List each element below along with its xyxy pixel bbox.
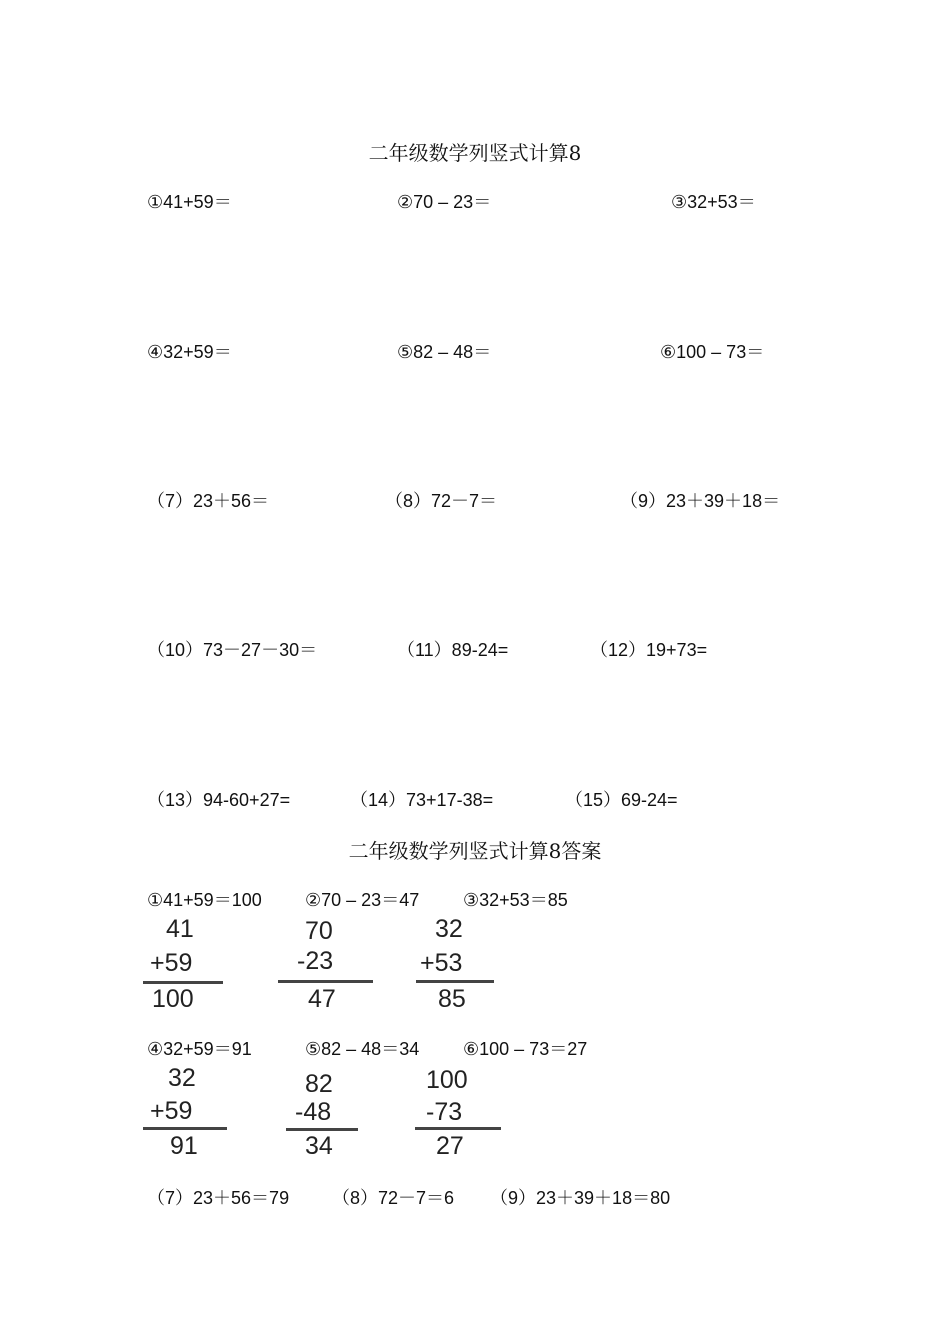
working-top: 32	[168, 1064, 196, 1092]
working-operand: -23	[297, 947, 334, 975]
problem-3: ③32+53＝	[671, 192, 756, 212]
problem-14: （14）73+17-38=	[350, 790, 494, 810]
problem-13: （13）94-60+27=	[147, 790, 291, 810]
problem-12: （12）19+73=	[590, 640, 708, 660]
answer-1: ①41+59＝100	[147, 890, 262, 910]
working-divider	[143, 1127, 227, 1130]
working-divider	[415, 1127, 501, 1130]
working-result: 91	[170, 1132, 198, 1160]
problem-2: ②70 – 23＝	[397, 192, 492, 212]
problem-1: ①41+59＝	[147, 192, 232, 212]
working-result: 100	[152, 985, 194, 1013]
working-operand: +59	[150, 1097, 193, 1125]
working-5	[285, 1064, 365, 1164]
working-4	[140, 1064, 230, 1164]
working-top: 82	[305, 1070, 333, 1098]
problem-11: （11）89-24=	[397, 640, 509, 660]
answer-4: ④32+59＝91	[147, 1039, 252, 1059]
working-divider	[416, 980, 494, 983]
worksheet-title: 二年级数学列竖式计算8	[368, 141, 582, 165]
answer-title: 二年级数学列竖式计算8答案	[348, 839, 602, 863]
working-2	[275, 915, 375, 1015]
working-operand: +53	[420, 949, 463, 977]
answer-8: （8）72－7＝6	[332, 1188, 455, 1208]
working-result: 47	[308, 985, 336, 1013]
problem-10: （10）73－27－30＝	[147, 640, 318, 660]
working-operand: -73	[426, 1098, 463, 1126]
working-divider	[286, 1128, 358, 1131]
problem-7: （7）23＋56＝	[147, 491, 270, 511]
working-result: 85	[438, 985, 466, 1013]
problem-5: ⑤82 – 48＝	[397, 342, 492, 362]
working-3	[413, 915, 503, 1015]
working-result: 27	[436, 1132, 464, 1160]
answer-6: ⑥100 – 73＝27	[463, 1039, 588, 1059]
problem-6: ⑥100 – 73＝	[660, 342, 765, 362]
answer-2: ②70 – 23＝47	[305, 890, 420, 910]
answer-3: ③32+53＝85	[463, 890, 568, 910]
working-divider	[278, 980, 373, 983]
problem-8: （8）72－7＝	[385, 491, 498, 511]
problem-9: （9）23＋39＋18＝	[620, 491, 781, 511]
working-operand: +59	[150, 949, 193, 977]
answer-7: （7）23＋56＝79	[147, 1188, 290, 1208]
working-top: 41	[166, 915, 194, 943]
answer-9: （9）23＋39＋18＝80	[490, 1188, 671, 1208]
problem-15: （15）69-24=	[565, 790, 678, 810]
working-top: 100	[426, 1066, 468, 1094]
working-top: 32	[435, 915, 463, 943]
working-top: 70	[305, 917, 333, 945]
working-divider	[143, 981, 223, 984]
problem-4: ④32+59＝	[147, 342, 232, 362]
working-operand: -48	[295, 1098, 332, 1126]
working-1	[140, 915, 230, 1015]
working-6	[412, 1064, 502, 1164]
answer-5: ⑤82 – 48＝34	[305, 1039, 420, 1059]
working-result: 34	[305, 1132, 333, 1160]
